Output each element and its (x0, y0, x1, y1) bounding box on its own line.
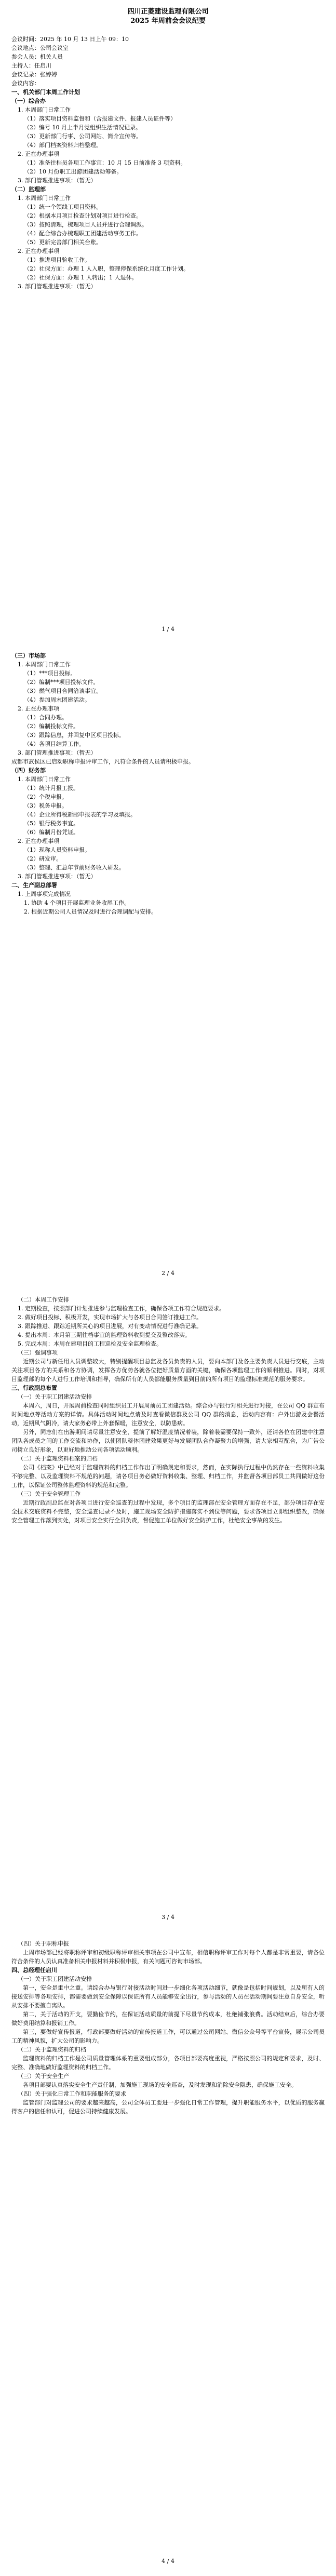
list-item: 2. 正在办理事项 (18, 248, 59, 254)
section-heading: 二、生产副总部署 (11, 882, 57, 889)
subsection-heading: （二）本周工作安排 (18, 1296, 69, 1303)
list-item: 4. 提出本周：本月第三期往档事宜的监理资料收到提交及整改落实。 (18, 1332, 191, 1338)
paragraph: 第二，关于活动的开支，要勤俭节约，在保证活动质量的前提下尽量节约成本，杜绝铺张浪费。活动结束后，综合办要做好费用结算和报销工作。 (11, 2011, 325, 2027)
list-item: （1）准备往档员各项工作事宜：10 月 15 日前准备 3 项资料。 (24, 159, 186, 166)
page-3 (0, 1288, 336, 1932)
list-item: （4）参加周末团建活动。 (24, 696, 90, 703)
section-heading: 四、总经理任启川 (11, 1967, 57, 1974)
section-heading: 一、机关部门本周工作计划 (11, 89, 80, 96)
list-item: （2）研发审。 (24, 855, 62, 862)
paragraph: 另外，同志们在出游期间请尽量注意安全，提前了解好温度情况着装，除着装需要保持一致外，还请各位在团建中注意团队各成员之间的工作交流和协作，以使团队整体团建效果更好与发展团队合作凝聚力的增强，请大家相互配合，为广告公司树立良好形象，以更好地推动公司各项活动顺利。 (11, 1429, 325, 1453)
list-item: （3）燃气项目合同洽谈事宜。 (24, 688, 102, 694)
page-2 (0, 644, 336, 1288)
paragraph: 近期公司与新任用人员调整较大，特别提醒项目总监及各员负责的人员，要向本部门及各主要负责人员进行交底，主动关注项目各方的关系和各方协调，发挥各方优势各就各位把好质量方面的关键，确保各项监理工作的顺利推进。同时，对项目监理部的每个人进行工作培训和指导，确保所有的人员都能服务质量到目前的所有项目的监理标准规范的服务要求。 (11, 1358, 325, 1383)
company-title: 四川正菱建设监理有限公司 (127, 8, 209, 16)
paragraph: 公司《档案》中已经对于监理资料的归档工作作出了明确规定和要求，然而，在实际执行过程中仍然存在一些资料收集不够完整、以及监理资料不规范的问题，请各项目务必做好资料收集、整理、归档工作，并监督各项目部员工共同做好这份工作，以保证公司整体监理资料的规范和完整。 (11, 1464, 325, 1488)
page-4 (0, 1932, 336, 2576)
list-item: （6）编制月份凭证。 (24, 829, 79, 836)
list-item: 1. 本周部门日常工作 (18, 106, 71, 113)
list-item: （5）银行税务事宜。 (24, 820, 79, 827)
meeting-host: 主持人：任启川 (11, 62, 51, 69)
subsection-heading: （二）监理部 (11, 186, 46, 193)
meeting-recorder: 会议记录：张婷婷 (11, 71, 57, 78)
paragraph: 上周市场部已经将职称评审和初级职称评审相关事项在公司中宣布，相信职称评审工作对每个人都是非常重要，请各位符合条件的人员认真准备相关申报材料并积极申报，有关问题可咨询市场部。 (11, 1949, 325, 1965)
list-item: 1. 本周部门日常工作 (18, 195, 71, 202)
list-item: （1）推进项目验收工作。 (24, 257, 90, 263)
list-item: （1）统一个领线工项目资料。 (24, 204, 102, 210)
page-number: 1 / 4 (162, 626, 174, 633)
paragraph: 各项目部要认真落实安全生产责任制，加强施工现场的安全巡查，及时发现和消除安全隐患，确保施工安全。 (23, 2082, 297, 2088)
subsection-heading: （二）关于监理资料的归档 (18, 2046, 86, 2053)
list-item: 2. 根据近期公司人员情况及时进行合理调配与安排。 (24, 908, 157, 915)
paragraph: 监理资料的归档工作是公司质量管理体系的重要组成部分，各项目部要高度重视，严格按照公司的规定和要求，及时、完整、准确地做好监理资料的归档工作。 (11, 2055, 325, 2071)
paragraph: 第一，安全是重中之重。请综合办与银行对接活动时间进一步细化各项活动细节，就像是包括时间规划，以及所有人的接送安排等各项安排，都需要做到安全保障以保证所有人员能够安全出行，参与活动的人员在活动期间要注意自身安全，听从安排不要擅自离队。 (11, 1984, 325, 2009)
list-item: 1. 定期检查，按照部门计划推进参与监理检查工作，确保各项工作符合规范要求。 (18, 1305, 225, 1312)
list-item: （3）跟踪信息，并回复中区项目投标。 (24, 732, 125, 739)
paragraph: 近期行政副总监在对各项目进行安全巡查的过程中发现，多个项目的监理部在安全管理方面存在不足，部分项目存在安全技术交底资料不完整，安全巡查记录不及时，施工现场安全防护措施落实不到位等问题，要求各项目立即组织整改，确保安全管理工作落到实处，对项目安全实行全员负责，督促施工单位做好安全防护工作，杜绝安全事故的发生。 (11, 1499, 325, 1524)
page-number: 2 / 4 (162, 1270, 174, 1277)
list-item: （3）按照清理，梳理项目人员并进行合理调派。 (24, 221, 147, 228)
section-heading: 三、行政副总布置 (11, 1385, 57, 1391)
subsection-heading: （四）关于职称申报 (18, 1940, 69, 1947)
subsection-heading: （四）关于强化日常工作和职能服务的要求 (18, 2090, 126, 2097)
list-item: 1. 上周事项完成情况 (18, 891, 71, 897)
list-item: （2）编制***项目投标文件。 (24, 679, 99, 686)
list-item: 3. 部门管理推进事项：（暂无） (18, 177, 97, 184)
list-item: （2）编号 10 月上半月党组织生活情况记录。 (24, 124, 141, 131)
list-item: （3）更新部门行事、公司网站、简介宣传等。 (24, 133, 142, 140)
meeting-content-label: 会议内容： (11, 80, 40, 87)
subsection-heading: （一）综合办 (11, 98, 46, 104)
list-item: 2. 正在办理事项 (18, 705, 59, 712)
list-item: （1）***项目投标。 (24, 670, 76, 677)
list-item: 3. 部门管理推进事项：（暂无） (18, 283, 97, 290)
list-item: （2）10 月份职工出游团建活动筹备。 (24, 168, 123, 175)
list-item: （2）社保方面：办理 1 人入职，整理停保系统化月度工作计划。 (24, 265, 189, 272)
subsection-heading: （一）关于职工团建活动安排 (18, 1393, 92, 1400)
list-item: （4）部门档案资料归档整理。 (24, 142, 102, 149)
list-item: 2. 正在办理事项 (18, 151, 59, 157)
list-item: 3. 跟踪推进、跟踪近期所关心的项目进展，对有变动情况进行准确记录。 (18, 1323, 202, 1330)
subsection-heading: （一）关于职工团建活动安排 (18, 1976, 92, 1982)
list-item: 1. 协助 4 个项目开展监理业务收尾工作。 (24, 900, 130, 906)
list-item: （3）整理、汇总年节前财务收入研发。 (24, 864, 125, 871)
page-number: 4 / 4 (162, 2558, 174, 2565)
list-item: 2. 正在办理事项 (18, 838, 59, 844)
list-item: （2）个税申报。 (24, 794, 68, 800)
paragraph: 第三，要做好宣传报道，行政部要做好活动的宣传报道工作，可以通过公司网站、微信公众号等平台宣传，展示公司员工的精神风貌，扩大公司的影响力。 (11, 2029, 325, 2044)
note-text: 成都市武侯区已启动职称申报评审工作，凡符合条件的人员请积极申报。 (11, 758, 194, 765)
list-item: 2. 做好项目投标、积极开发，实现市场扩大与各项目合同签订推进工作。 (18, 1314, 202, 1321)
subsection-heading: （三）市场部 (11, 652, 46, 659)
list-item: 3. 部门管理推进事项：（暂无） (18, 749, 97, 756)
subsection-heading: （四）财务部 (11, 767, 46, 774)
list-item: （4）配合综合办梳理职工团建活动事务工作。 (24, 230, 142, 237)
list-item: 3. 部门管理推进事项：（暂无） (18, 873, 97, 880)
list-item: （4）企业所得税新邮申报表的学习及填报。 (24, 811, 136, 818)
list-item: （2）根据本月项目检查计划对项目进行检查。 (24, 212, 142, 219)
meeting-attendees: 参会人员：机关人员 (11, 53, 63, 60)
list-item: （2）社保方面：办理 1 人转出；1 人退休。 (24, 274, 138, 281)
list-item: （1）统计月报工报。 (24, 785, 79, 791)
subsection-heading: （二）关于监理资料档案的归档 (18, 1455, 98, 1462)
list-item: 1. 本周部门日常工作 (18, 661, 71, 668)
list-item: （1）现称人员资料申报。 (24, 847, 90, 853)
document-subtitle: 2025 年周前会会议纪要 (130, 17, 206, 25)
paragraph: 本周六，周日，开展周前检查同时组织员工开展周前员工团建活动。综合办与银行对相关进行对接，在公司 QQ 群宣布时间地点等活动方案的详情。具体活动时间地点请及时查看微信群及公司 QQ 群的消息，活动内容有：户外出游及会餐活动，近期风气阴冷，请大家务必带上外套保暖，注意安全，以防患病。 (11, 1402, 325, 1427)
subsection-heading: （三）关于安全管理工作 (18, 1491, 80, 1497)
list-item: 5. 完成本周：本周在建项目的工程巡检及安全监理检查。 (18, 1340, 162, 1347)
list-item: 1. 本周部门日常工作 (18, 776, 71, 783)
page-number: 3 / 4 (162, 1914, 174, 1921)
list-item: （1）落实项目资料监督和（含报建文件、报建人员证件等） (24, 115, 176, 122)
paragraph: 监管部门对监理公司的要求越来越高，公司全体员工要进一步强化日常工作管理，提升职能服务水平，以优质的服务赢得客户的信任和认可，促进公司持续健康发展。 (11, 2099, 325, 2115)
meeting-place: 会议地点：公司会议室 (11, 45, 69, 51)
subsection-heading: （三）关于安全生产 (18, 2073, 69, 2079)
list-item: （4）各项目结算工作。 (24, 741, 85, 747)
list-item: （2）编制投标文件。 (24, 723, 79, 730)
list-item: （3）税务申报。 (24, 802, 68, 809)
page-1 (0, 0, 336, 644)
meeting-time: 会议时间：2025 年 10 月 13 日上午 09：10 (11, 36, 129, 43)
list-item: （5）更新完善部门相关台账。 (24, 239, 102, 246)
subsection-heading: （三）强调事项 (18, 1349, 58, 1356)
list-item: （1）合同办理。 (24, 714, 68, 721)
